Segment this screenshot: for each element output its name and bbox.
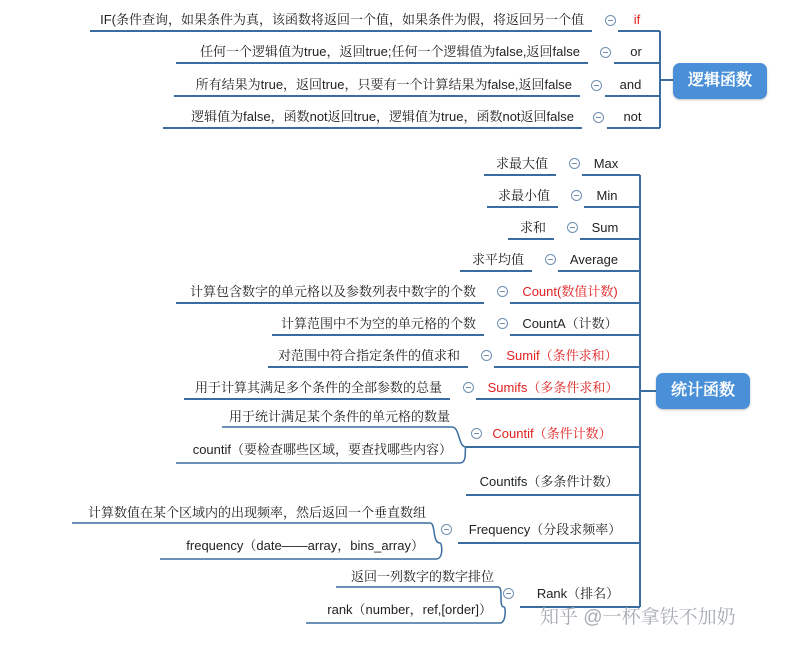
stats-func-label: Count(数值计数) [522, 284, 618, 299]
stats-desc-label: 计算包含数字的单元格以及参数列表中数字的个数 [189, 284, 476, 299]
stats-collapse-icon[interactable] [463, 382, 474, 393]
logic-desc-label: 逻辑值为false，函数not返回true，逻辑值为true，函数not返回false [191, 109, 574, 124]
stats-collapse-icon[interactable] [497, 318, 508, 329]
root-node-logic-functions[interactable]: 逻辑函数 [673, 63, 767, 99]
stats-func-label: Sum [591, 220, 619, 235]
stats-collapse-icon[interactable] [497, 286, 508, 297]
countif-branch-curve [452, 427, 466, 447]
stats-desc-label: 计算范围中不为空的单元格的个数 [280, 316, 476, 331]
logic-collapse-icon[interactable] [605, 15, 616, 26]
logic-collapse-icon[interactable] [593, 112, 604, 123]
stats-func-label: Sumif（条件求和） [506, 348, 618, 363]
logic-func-label: if [633, 12, 641, 27]
watermark: 知乎 @一杯拿铁不加奶 [540, 607, 736, 628]
stats-desc-label: 求平均值 [471, 252, 524, 267]
rank-branch-curve [500, 607, 505, 623]
stats-func-label: CountA（计数） [522, 316, 618, 331]
stats-func-label: Rank（排名） [536, 586, 620, 601]
countif-branch-curve [460, 447, 466, 463]
stats-func-label: Countifs（多条件计数） [479, 474, 619, 489]
stats-collapse-icon[interactable] [471, 428, 482, 439]
logic-func-label: and [619, 77, 642, 92]
stats-desc-label: 求和 [519, 220, 546, 235]
logic-desc-label: 所有结果为true，返回true，只要有一个计算结果为false,返回false [195, 77, 572, 92]
root-node-statistical-functions[interactable]: 统计函数 [656, 373, 750, 409]
stats-desc-label: rank（number，ref,[order]） [327, 602, 492, 617]
stats-desc-label: 用于统计满足某个条件的单元格的数量 [228, 409, 450, 424]
stats-collapse-icon[interactable] [569, 158, 580, 169]
stats-desc-label: 用于计算其满足多个条件的全部参数的总量 [194, 380, 442, 395]
logic-collapse-icon[interactable] [591, 80, 602, 91]
logic-desc-label: 任何一个逻辑值为true，返回true;任何一个逻辑值为false,返回false [200, 44, 580, 59]
frequency-branch-curve [436, 543, 442, 559]
stats-desc-label: 返回一列数字的数字排位 [350, 569, 494, 584]
stats-desc-label: 求最小值 [497, 188, 550, 203]
logic-func-label: not [623, 109, 642, 124]
stats-collapse-icon[interactable] [545, 254, 556, 265]
stats-func-label: Min [596, 188, 618, 203]
stats-func-label: Sumifs（多条件求和） [487, 380, 619, 395]
stats-collapse-icon[interactable] [481, 350, 492, 361]
logic-collapse-icon[interactable] [600, 47, 611, 58]
stats-func-label: Countif（条件计数） [492, 426, 612, 441]
stats-func-label: Max [593, 156, 619, 171]
stats-func-label: Frequency（分段求频率） [468, 522, 622, 537]
stats-collapse-icon[interactable] [567, 222, 578, 233]
stats-collapse-icon[interactable] [571, 190, 582, 201]
stats-func-label: Average [569, 252, 619, 267]
frequency-branch-curve [430, 523, 440, 543]
stats-collapse-icon[interactable] [441, 524, 452, 535]
stats-desc-label: frequency（date——array，bins_array） [186, 538, 424, 553]
stats-desc-label: 计算数值在某个区域内的出现频率，然后返回一个垂直数组 [87, 505, 426, 520]
logic-func-label: or [630, 44, 642, 59]
stats-desc-label: 求最大值 [495, 156, 548, 171]
stats-desc-label: 对范围中符合指定条件的值求和 [277, 348, 460, 363]
stats-collapse-icon[interactable] [503, 588, 514, 599]
stats-desc-label: countif（要检查哪些区域，要查找哪些内容） [192, 442, 452, 457]
logic-desc-label: IF(条件查询，如果条件为真，该函数将返回一个值，如果条件为假，将返回另一个值 [100, 12, 584, 27]
